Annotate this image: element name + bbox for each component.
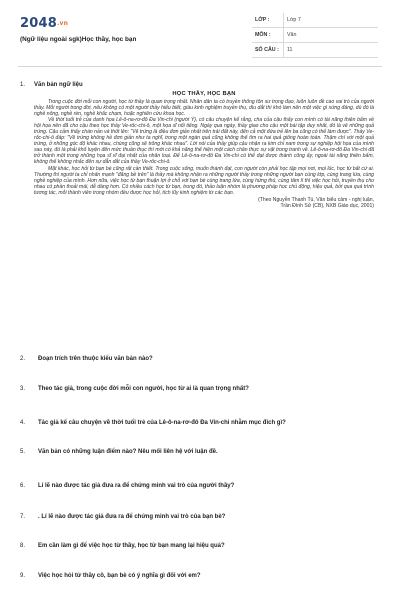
source-line: Trần Đình Sử (CB), NXB Giáo dục, 2001) bbox=[280, 203, 374, 210]
info-key: MÔN : bbox=[252, 28, 284, 43]
info-row-class bbox=[252, 13, 378, 28]
question-number: 9. bbox=[20, 573, 26, 579]
header-divider bbox=[18, 66, 382, 67]
question-item bbox=[20, 543, 374, 553]
question-text: Việc học hỏi từ thầy cô, bạn bè có ý nghĩa gì đối với em? bbox=[38, 573, 201, 579]
source-line: (Theo Nguyễn Thanh Tú, Văn biểu cảm - nghị luận, bbox=[258, 196, 374, 203]
info-value: Lớp 7 bbox=[284, 13, 379, 28]
question-item bbox=[20, 514, 374, 524]
info-value: 11 bbox=[284, 43, 379, 58]
reading-passage bbox=[34, 82, 374, 210]
question-item bbox=[20, 420, 374, 430]
question-number: 7. bbox=[20, 514, 26, 520]
info-row-question-count bbox=[252, 43, 378, 58]
worksheet-subtitle: (Ngữ liệu ngoài sgk)Học thầy, học bạn bbox=[20, 36, 137, 43]
info-key: LỚP : bbox=[252, 13, 284, 28]
info-row-subject bbox=[252, 28, 378, 43]
question-text: Lí lẽ nào được tác giả đưa ra để chứng minh vai trò của người thầy? bbox=[38, 483, 235, 489]
question-text: Tác giả kể câu chuyện về thời tuổi trẻ của Lê-ô-na-rơ-đô Đa Vin-chi nhằm mục đích gì? bbox=[38, 420, 286, 426]
question-item bbox=[20, 573, 374, 583]
question-number: 2. bbox=[20, 356, 26, 362]
passage-body bbox=[34, 99, 374, 196]
passage-title: HỌC THẦY, HỌC BẠN bbox=[172, 91, 236, 97]
passage-paragraph: Về thời tuổi trẻ của danh họa Lê-ô-na-rơ-đô Đa Vin-chi (người Ý), có câu chuyện kể rằng, cha của cậu thấy con mình có tài năng thiên bẩm về hội họa nên đã cho cậu theo học thầy Ve-rốc-chi-ô, một họa sĩ nổi tiếng. Ngày qua ngày, thầy giao cho cậu một bài tập duy nhất, đó là vẽ những quả trứng. Cậu cảm thấy chán nản và thốt lên: "Vẽ trứng là điều đơn giản nhất trên trái đất này, đến cả một đứa trẻ lên ba cũng có thể làm được". Thầy Ve-rốc-chi-ô đáp: "Vẽ trứng không hề đơn giản như ta nghĩ, trong một ngàn quả cũng không thể tìm ra hai quả giống hoàn toàn. Thậm chí với một quả trứng, ở những góc độ khác nhau, chúng cũng sẽ trông khác nhau". Lời nói của thầy giúp cậu nhận ra kim chỉ nam trong sự nghiệp hội họa của mình sau này, đó là phải khổ luyện đến mức thuần thục thì mới có khả năng thể hiện một cách chân thực sự vật trong tranh vẽ. Lê-ô-na-rơ-đô Đa Vin-chi đã trở thành một trong những họa sĩ vĩ đại nhất của nhân loại. Để Lê-ô-na-rơ-đô Đa Vin-chi có thể đạt được thành công ấy, ngoài tài năng thiên bẩm, không thể không nhắc đến sự dẫn dắt của thầy Ve-rốc-chi-ô. bbox=[34, 117, 374, 166]
question-number: 6. bbox=[20, 483, 26, 489]
question-number: 1. bbox=[20, 82, 26, 88]
info-table bbox=[252, 13, 378, 58]
logo-suffix: .vn bbox=[56, 20, 69, 27]
passage-paragraph: Mặt khác, học hỏi từ bạn bè cũng rất cần thiết. Trong cuộc sống, muốn thành đạt, con người còn phải học tập mọi nơi, mọi lúc, học từ bất cứ ai. Thường thì người ta chỉ nhấn mạnh "đăng bề trên" là thầy mà không nhận ra những người thầy trong những người bạn cùng lớp, cùng trang lứa, cùng nghề nghiệp của mình. Hơn nữa, việc học từ bạn thuận lợi ở chỗ với bạn bè cùng trang lứa, cùng hứng thú, cùng tâm lí thì việc học hỏi, truyền thụ cho nhau có phần thoải mái, dễ dàng hơn. Có nhiều cách học từ bạn, trong đó, thảo luận nhóm là phương pháp học chủ động, hiệu quả, bởi qua quá trình tương tác, mỗi thành viên trong nhóm đều được học hỏi, tích lũy kinh nghiệm từ các bạn. bbox=[34, 165, 374, 196]
question-number: 5. bbox=[20, 449, 26, 455]
info-key: SỐ CÂU : bbox=[252, 43, 284, 58]
question-text: . Lí lẽ nào được tác giả đưa ra để chứng minh vai trò của bạn bè? bbox=[38, 514, 226, 520]
passage-paragraph: Trong cuộc đời mỗi con người, học từ thầy là quan trọng nhất. Nhân dân ta có truyền thống tôn sư trọng đạo, luôn luôn đề cao vai trò của người thầy. Mỗi người trong đời, nếu không có một người thầy hiểu biết, giàu kinh nghiệm truyền thụ, dìu dắt thì khó làm nên một việc gì xứng đáng, dù đó là nghề nông, nghề rèn, nghề khắc chạm, hoặc nghiên cứu khoa học. bbox=[34, 99, 374, 118]
question-text: Em cần làm gì để việc học từ thầy, học từ bạn mang lại hiệu quả? bbox=[38, 543, 225, 549]
question-number: 3. bbox=[20, 386, 26, 392]
question-item bbox=[20, 483, 374, 493]
question-text: Đoạn trích trên thuộc kiểu văn bản nào? bbox=[38, 356, 153, 362]
question-text: Theo tác giả, trong cuộc đời mỗi con người, học từ ai là quan trọng nhất? bbox=[38, 386, 249, 392]
question-item bbox=[20, 449, 374, 459]
question-item bbox=[20, 356, 374, 366]
info-value: Văn bbox=[284, 28, 379, 43]
question-item bbox=[20, 386, 374, 396]
passage-source bbox=[34, 197, 374, 210]
question-number: 8. bbox=[20, 543, 26, 549]
site-logo[interactable] bbox=[20, 16, 68, 31]
passage-heading: Văn bản ngữ liệu bbox=[34, 82, 83, 88]
logo-text: 2048 bbox=[20, 16, 57, 31]
question-number: 4. bbox=[20, 420, 26, 426]
question-text: Văn bản có những luận điểm nào? Nêu mối liên hệ với luận đề. bbox=[38, 449, 218, 455]
